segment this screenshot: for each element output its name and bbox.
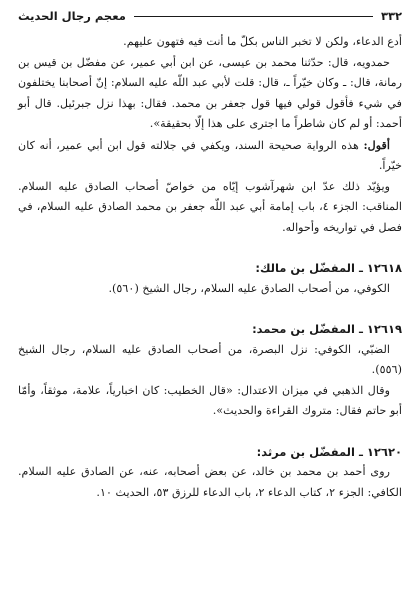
book-title: معجم رجال الحديث bbox=[18, 9, 126, 23]
paragraph-continuation: أدع الدعاء، ولكن لا تخبر الناس بكلّ ما أنت فيه فتهون عليهم. bbox=[123, 35, 402, 48]
page-number: ٣٣٢ bbox=[380, 9, 402, 23]
entry-heading: ١٢٦٢٠ ـ المفضّل بن مرثد: bbox=[256, 444, 402, 459]
entry-12620 bbox=[18, 442, 402, 504]
paragraph-narration: حمدويه، قال: حدّثنا محمد بن عيسى، عن ابن أبي عمير، عن مفضّل بن قيس بن رمانة، قال: ـ وكان خيّراً ـ، قال: قلت لأبي عبد اللّه عليه السلام: إنّ أصحابنا يختلفون في شيء فأقول قولي فيها قول جعفر بن محمد. فقال: بهذا نزل جبرئيل. قال أبو أحمد: أو لم كان شاطراً ما اجترى على هذا إلّا بحقيقة». bbox=[18, 55, 402, 130]
running-header bbox=[18, 6, 402, 26]
author-note-label: أقول: bbox=[363, 137, 390, 152]
entry-12618 bbox=[18, 258, 402, 299]
entry-text: وقال الذهبي في ميزان الاعتدال: «قال الخطيب: كان اخبارياً، علامة، موثقاً، وأمّا أبو حاتم فقال: متروك القراءة والحديث». bbox=[18, 383, 402, 417]
header-rule bbox=[134, 16, 373, 17]
entry-text: روى أحمد بن محمد بن خالد، عن بعض أصحابه، عنه، عن الصادق عليه السلام. الكافي: الجزء ٢، كتاب الدعاء ٢، باب الدعاء للرزق ٥٣، الحديث ١٠. bbox=[18, 465, 402, 499]
author-note-text: هذه الرواية صحيحة السند، ويكفي في جلالته قول ابن أبي عمير، أنه كان خيّراً. bbox=[18, 138, 402, 172]
page-body bbox=[18, 32, 402, 503]
paragraph-support: ويؤيّد ذلك عدّ ابن شهرآشوب إيّاه من خواصّ أصحاب الصادق عليه السلام. المناقب: الجزء ٤، باب إمامة أبي عبد اللّه جعفر بن محمد الصادق عليه السلام، في فصل في تواريخه وأحواله. bbox=[18, 179, 402, 234]
entry-text: الكوفي، من أصحاب الصادق عليه السلام، رجال الشيخ (٥٦٠). bbox=[108, 281, 390, 295]
entry-text: الضبّي، الكوفي: نزل البصرة، من أصحاب الصادق عليه السلام، رجال الشيخ (٥٥٦). bbox=[18, 342, 402, 376]
entry-heading: ١٢٦١٨ ـ المفضّل بن مالك: bbox=[255, 261, 402, 275]
entry-heading: ١٢٦١٩ ـ المفضّل بن محمد: bbox=[252, 322, 402, 336]
book-page bbox=[18, 0, 402, 610]
paragraph-author-note bbox=[18, 135, 402, 177]
entry-12619 bbox=[18, 319, 402, 422]
